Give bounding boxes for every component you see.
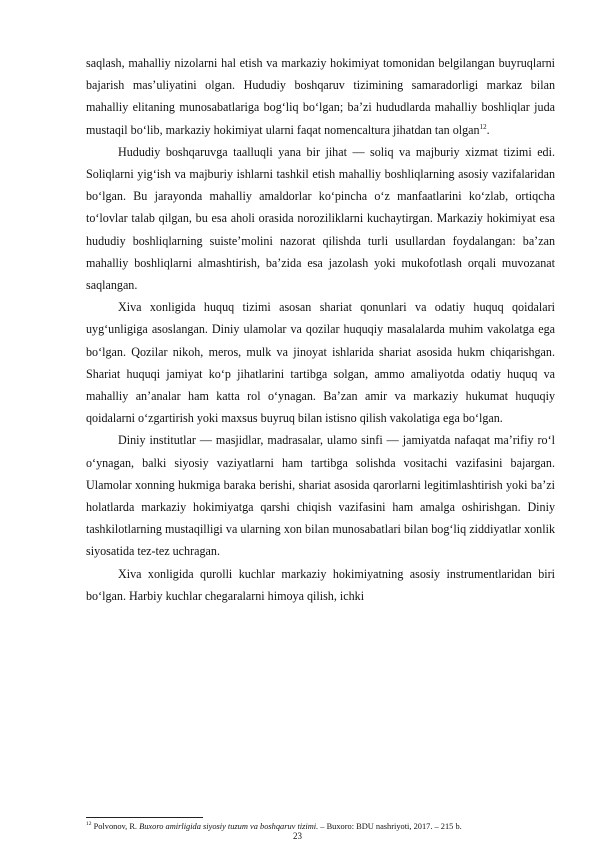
paragraph: Diniy institutlar — masjidlar, madrasalar, ulamo sinfi — jamiyatda nafaqat ma’rifiy ro‘l o‘ynagan, balki siyosiy vaziyatlarni ham tartibga solishda vositachi vazifasini bajargan. Ulamolar xonning hukmiga baraka berishi, shariat asosida qarorlarni legitimlashtirish yoki ba’zi holatlarda markaziy hokimiyatga qarshi chiqish vazifasini ham amalga oshirishgan. Diniy tashkilotlarning mustaqilligi va ularning xon bilan munosabatlari bilan bog‘liq ziddiyatlar xonlik siyosatida tez-tez uchragan. <box>86 433 555 559</box>
paragraph: Hududiy boshqaruvga taalluqli yana bir jihat — soliq va majburiy xizmat tizimi edi. Soliqlarni yig‘ish va majburiy ishlarni tashkil etish mahalliy boshliqlarning asosiy vazifalaridan bo‘lgan. Bu jarayonda mahalliy amaldorlar ko‘pincha o‘z manfaatlarini ko‘zlab, ortiqcha to‘lovlar talab qilgan, bu esa aholi orasida noroziliklarni kuchaytirgan. Markaziy hokimiyat esa hududiy boshliqlarning suiste’molini nazorat qilishda turli usullardan foydalangan: ba’zan mahalliy boshliqlarni almashtirish, ba’zida esa jazolash yoki mukofotlash orqali muvozanat saqlangan. <box>86 144 555 293</box>
body-text <box>86 52 555 607</box>
footnote-reference: 12 <box>479 122 487 131</box>
footnote-author: Polvonov, R. <box>93 822 140 831</box>
page-number: 23 <box>293 831 302 841</box>
paragraph: Xiva xonligida huquq tizimi asosan shariat qonunlari va odatiy huquq qoidalari uyg‘unligiga asoslangan. Diniy ulamolar va qozilar huquqiy masalalarda muhim vakolatga ega bo‘lgan. Qozilar nikoh, meros, mulk va jinoyat ishlarida shariat asosida hukm chiqarishgan. Shariat huquqi jamiyat ko‘p jihatlarini tartibga solgan, ammo amaliyotda odatiy huquq va mahalliy an’analar ham katta rol o‘ynagan. Ba’zan amir va markaziy hukumat huquqiy qoidalarni o‘zgartirish yoki maxsus buyruq bilan istisno qilish vakolatiga ega bo‘lgan. <box>86 300 555 426</box>
footnote-publication: – Buxoro: BDU nashriyoti, 2017. – 215 b. <box>318 822 462 831</box>
footnote-number: 12 <box>86 821 92 828</box>
footnote-divider <box>86 817 203 818</box>
paragraph: Xiva xonligida qurolli kuchlar markaziy hokimiyatning asosiy instrumentlaridan biri bo‘lgan. Harbiy kuchlar chegaralarni himoya qilish, ichki <box>86 566 555 603</box>
footnote-title: Buxoro amirligida siyosiy tuzum va boshqaruv tizimi. <box>139 822 319 831</box>
paragraph-continued: saqlash, mahalliy nizolarni hal etish va markaziy hokimiyat tomonidan belgilangan buyruqlarni bajarish mas’uliyatini olgan. Hududiy boshqaruv tizimining samaradorligi markaz bilan mahalliy elitaning munosabatlariga bog‘liq bo‘lgan; ba’zi hududlarda mahalliy boshliqlar juda mustaqil bo‘lib, markaziy hokimiyat ularni faqat nomencaltura jihatdan tan olgan$^{12}$. <box>86 56 555 137</box>
